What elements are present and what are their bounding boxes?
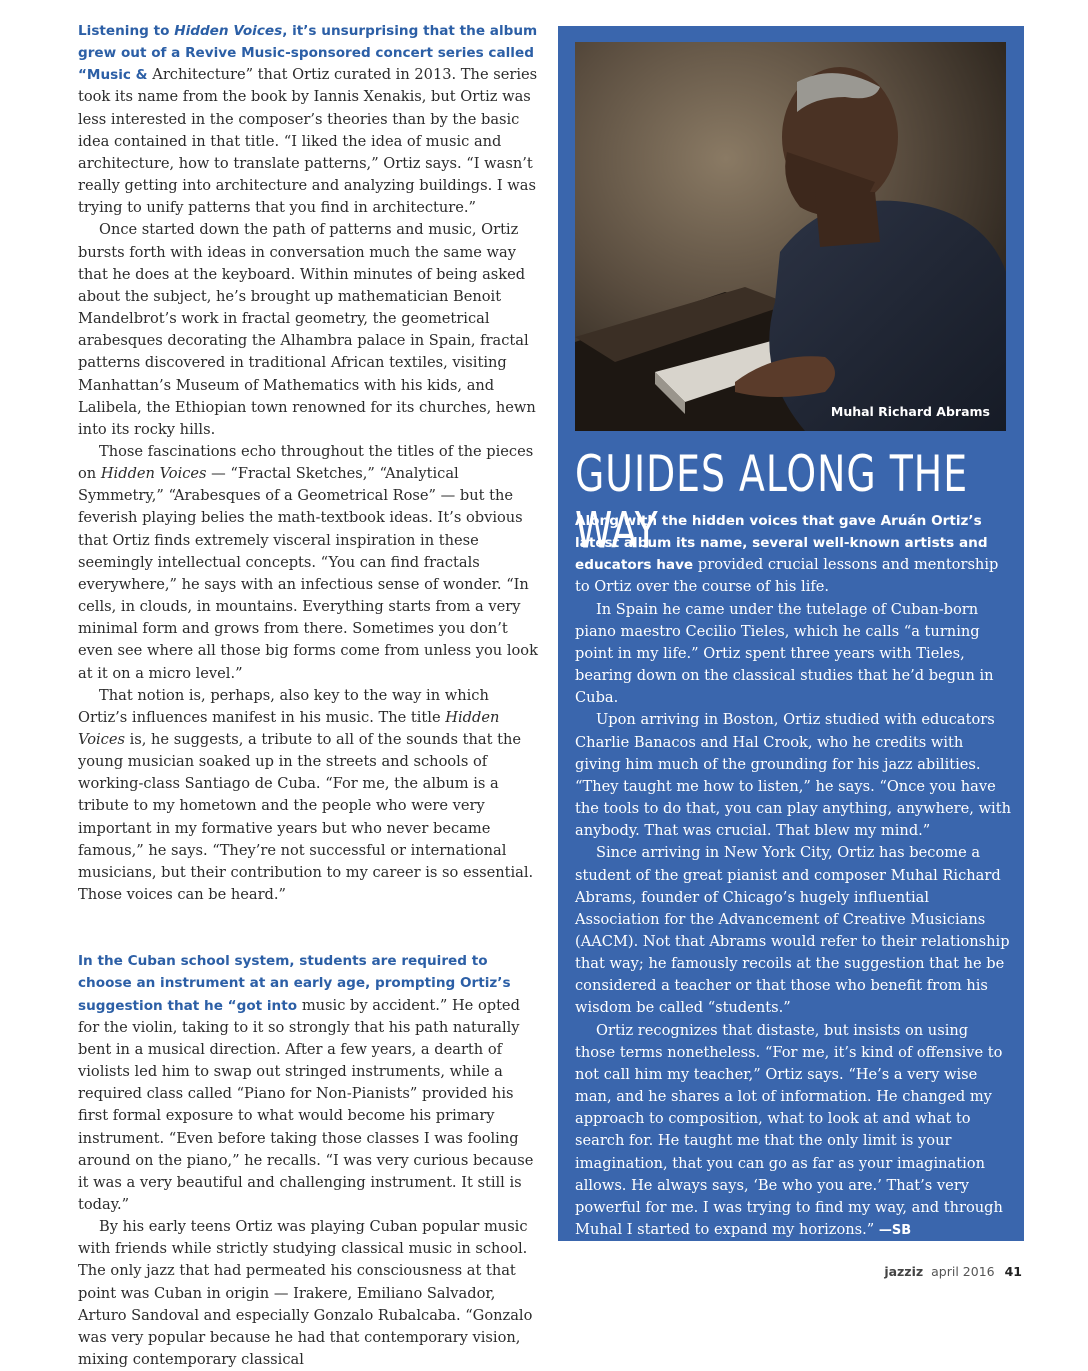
article-left-column (78, 20, 540, 1371)
paragraph: Upon arriving in Boston, Ortiz studied with educators Charlie Banacos and Hal Crook, who he credits with giving him much of the grounding for his jazz abilities. “They taught me how to listen,” he says. “Once you have the tools to do that, you can play anything, anywhere, with anybody. That was crucial. That blew my mind.” (575, 711, 1011, 840)
paragraph: Listening to Hidden Voices, it’s unsurprising that the album grew out of a Revive Music-sponsored concert series called “Music & Architecture” that Ortiz curated in 2013. The series took its name from the book by Iannis Xenakis, but Ortiz was less interested in the composer’s theories than by the basic idea contained in that title. “I liked the idea of music and architecture, how to translate patterns,” Ortiz says. “I wasn’t really getting into architecture and analyzing buildings. I was trying to unify patterns that you find in architecture.” (78, 23, 538, 217)
magazine-name: jazziz (884, 1264, 924, 1279)
paragraph: That notion is, perhaps, also key to the way in which Ortiz’s influences manifest in his music. The title Hidden Voices is, he suggests, a tribute to all of the sounds that the young musician soaked up in the streets and schools of working-class Santiago de Cuba. “For me, the album is a tribute to my hometown and the people who were very important in my formative years but who never became famous,” he says. “They’re not successful or international musicians, but their contribution to my career is so essential. Those voices can be heard.” (78, 686, 534, 904)
paragraph: Along with the hidden voices that gave Aruán Ortiz’s latest album its name, several well-known artists and educators have provided crucial lessons and mentorship to Ortiz over the course of his life. (575, 513, 999, 596)
photo-illustration (575, 42, 1006, 431)
section-break (78, 906, 540, 950)
paragraph: Once started down the path of patterns and music, Ortiz bursts forth with ideas in conversation much the same way that he does at the keyboard. Within minutes of being asked about the subject, he’s brought up mathematician Benoit Mandelbrot’s work in fractal geometry, the geometrical arabesques decorating the Alhambra palace in Spain, fractal patterns discovered in traditional African textiles, visiting Manhattan’s Museum of Mathematics with his kids, and Lalibela, the Ethiopian town renowned for its churches, hewn into its rocky hills. (78, 221, 536, 438)
paragraph: Those fascinations echo throughout the titles of the pieces on Hidden Voices — “Fractal Sketches,” “Analytical Symmetry,” “Arabesques of a Geometrical Rose” — but the feverish playing belies the math-textbook ideas. It’s obvious that Ortiz finds extremely visceral inspiration in these seemingly intellectual concepts. “You can find fractals everywhere,” he says with an infectious sense of wonder. “In cells, in clouds, in mountains. Everything starts from a very minimal form and grows from there. Sometimes you don’t even see where all those big forms come from unless you look at it on a micro level.” (78, 442, 538, 682)
musician-photo (575, 42, 1006, 431)
sidebar-title: GUIDES ALONG THE WAY (575, 444, 969, 560)
sidebar-box (558, 26, 1024, 1241)
paragraph: Since arriving in New York City, Ortiz has become a student of the great pianist and composer Muhal Richard Abrams, founder of Chicago’s hugely influential Association for the Advancement of Creative Musicians (AACM). Not that Abrams would refer to their relationship that way; he famously recoils at the suggestion that he be considered a teacher or that those who benefit from his wisdom be called “students.” (575, 844, 1010, 1017)
page-number: 41 (1004, 1264, 1022, 1279)
page-footer (884, 1264, 1022, 1279)
sidebar-body (575, 510, 1011, 1242)
paragraph: By his early teens Ortiz was playing Cuban popular music with friends while strictly studying classical music in school. The only jazz that had permeated his consciousness at that point was Cuban in origin — Irakere, Emiliano Salvador, Arturo Sandoval and especially Gonzalo Rubalcaba. “Gonzalo was very popular because he had that contemporary vision, mixing contemporary classical (78, 1218, 533, 1369)
photo-caption: Muhal Richard Abrams (830, 404, 990, 419)
paragraph-lead-in: Along with the hidden voices that gave Aruán Ortiz’s latest album its name, several well-known artists and educators have (575, 513, 988, 574)
paragraph-lead-in: Listening to Hidden Voices, it’s unsurprising that the album grew out of a Revive Music-sponsored concert series called “Music & (78, 23, 538, 84)
paragraph: In Spain he came under the tutelage of Cuban-born piano maestro Cecilio Tieles, which he calls “a turning point in my life.” Ortiz spent three years with Tieles, bearing down on the classical studies that he’d begun in Cuba. (575, 600, 994, 707)
paragraph: In the Cuban school system, students are required to choose an instrument at an early age, prompting Ortiz’s suggestion that he “got into music by accident.” He opted for the violin, taking to it so strongly that his path naturally bent in a musical direction. After a few years, a dearth of violists led him to swap out stringed instruments, while a required class called “Piano for Non-Pianists” provided his first formal exposure to what would become his primary instrument. “Even before taking those classes I was fooling around on the piano,” he recalls. “I was very curious because it was a very beautiful and challenging instrument. It still is today.” (78, 953, 534, 1213)
paragraph-lead-in: In the Cuban school system, students are required to choose an instrument at an early age, prompting Ortiz’s suggestion that he “got into (78, 953, 511, 1014)
issue-date: april 2016 (931, 1264, 995, 1279)
author-signature: —SB (878, 1223, 912, 1238)
paragraph: Ortiz recognizes that distaste, but insists on using those terms nonetheless. “For me, it’s kind of offensive to not call him my teacher,” Ortiz says. “He’s a very wise man, and he shares a lot of information. He changed my approach to composition, what to look at and what to search for. He taught me that the only limit is your imagination, that you can go as far as your imagination allows. He always says, ‘Be who you are.’ That’s very powerful for me. I was trying to find my way, and through Muhal I started to expand my horizons.” —SB (575, 1021, 1003, 1238)
